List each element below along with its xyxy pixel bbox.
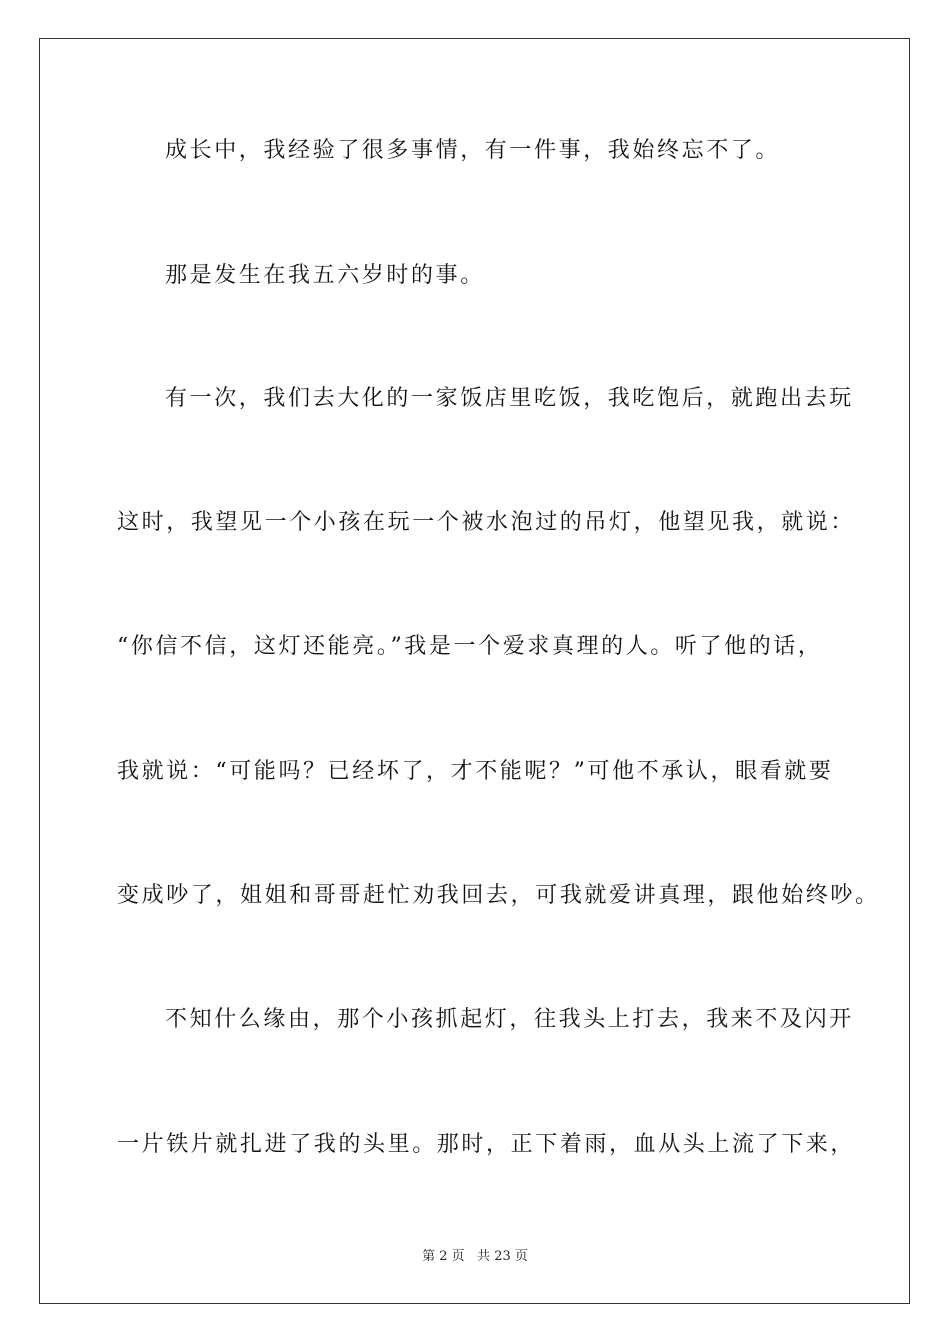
text-line-6: 我就说：“可能吗？已经坏了，才不能呢？”可他不承认，眼看就要 bbox=[117, 759, 834, 784]
text-line-1: 成长中，我经验了很多事情，有一件事，我始终忘不了。 bbox=[165, 138, 781, 163]
text-line-8: 不知什么缘由，那个小孩抓起灯，往我头上打去，我来不及闪开 bbox=[165, 1007, 854, 1032]
text-line-4: 这时，我望见一个小孩在玩一个被水泡过的吊灯，他望见我，就说： bbox=[117, 510, 856, 535]
text-line-5: “你信不信，这灯还能亮。”我是一个爱求真理的人。听了他的话， bbox=[117, 634, 823, 659]
page-number-footer: 第 2 页 共 23 页 bbox=[422, 1249, 528, 1264]
text-line-3: 有一次，我们去大化的一家饭店里吃饭，我吃饱后，就跑出去玩 bbox=[165, 386, 854, 411]
text-line-9: 一片铁片就扎进了我的头里。那时，正下着雨，血从头上流了下来， bbox=[117, 1132, 856, 1157]
text-line-2: 那是发生在我五六岁时的事。 bbox=[165, 263, 485, 288]
page-border bbox=[39, 38, 910, 1304]
text-line-7: 变成吵了，姐姐和哥哥赶忙劝我回去，可我就爱讲真理，跟他始终吵。 bbox=[117, 883, 880, 908]
